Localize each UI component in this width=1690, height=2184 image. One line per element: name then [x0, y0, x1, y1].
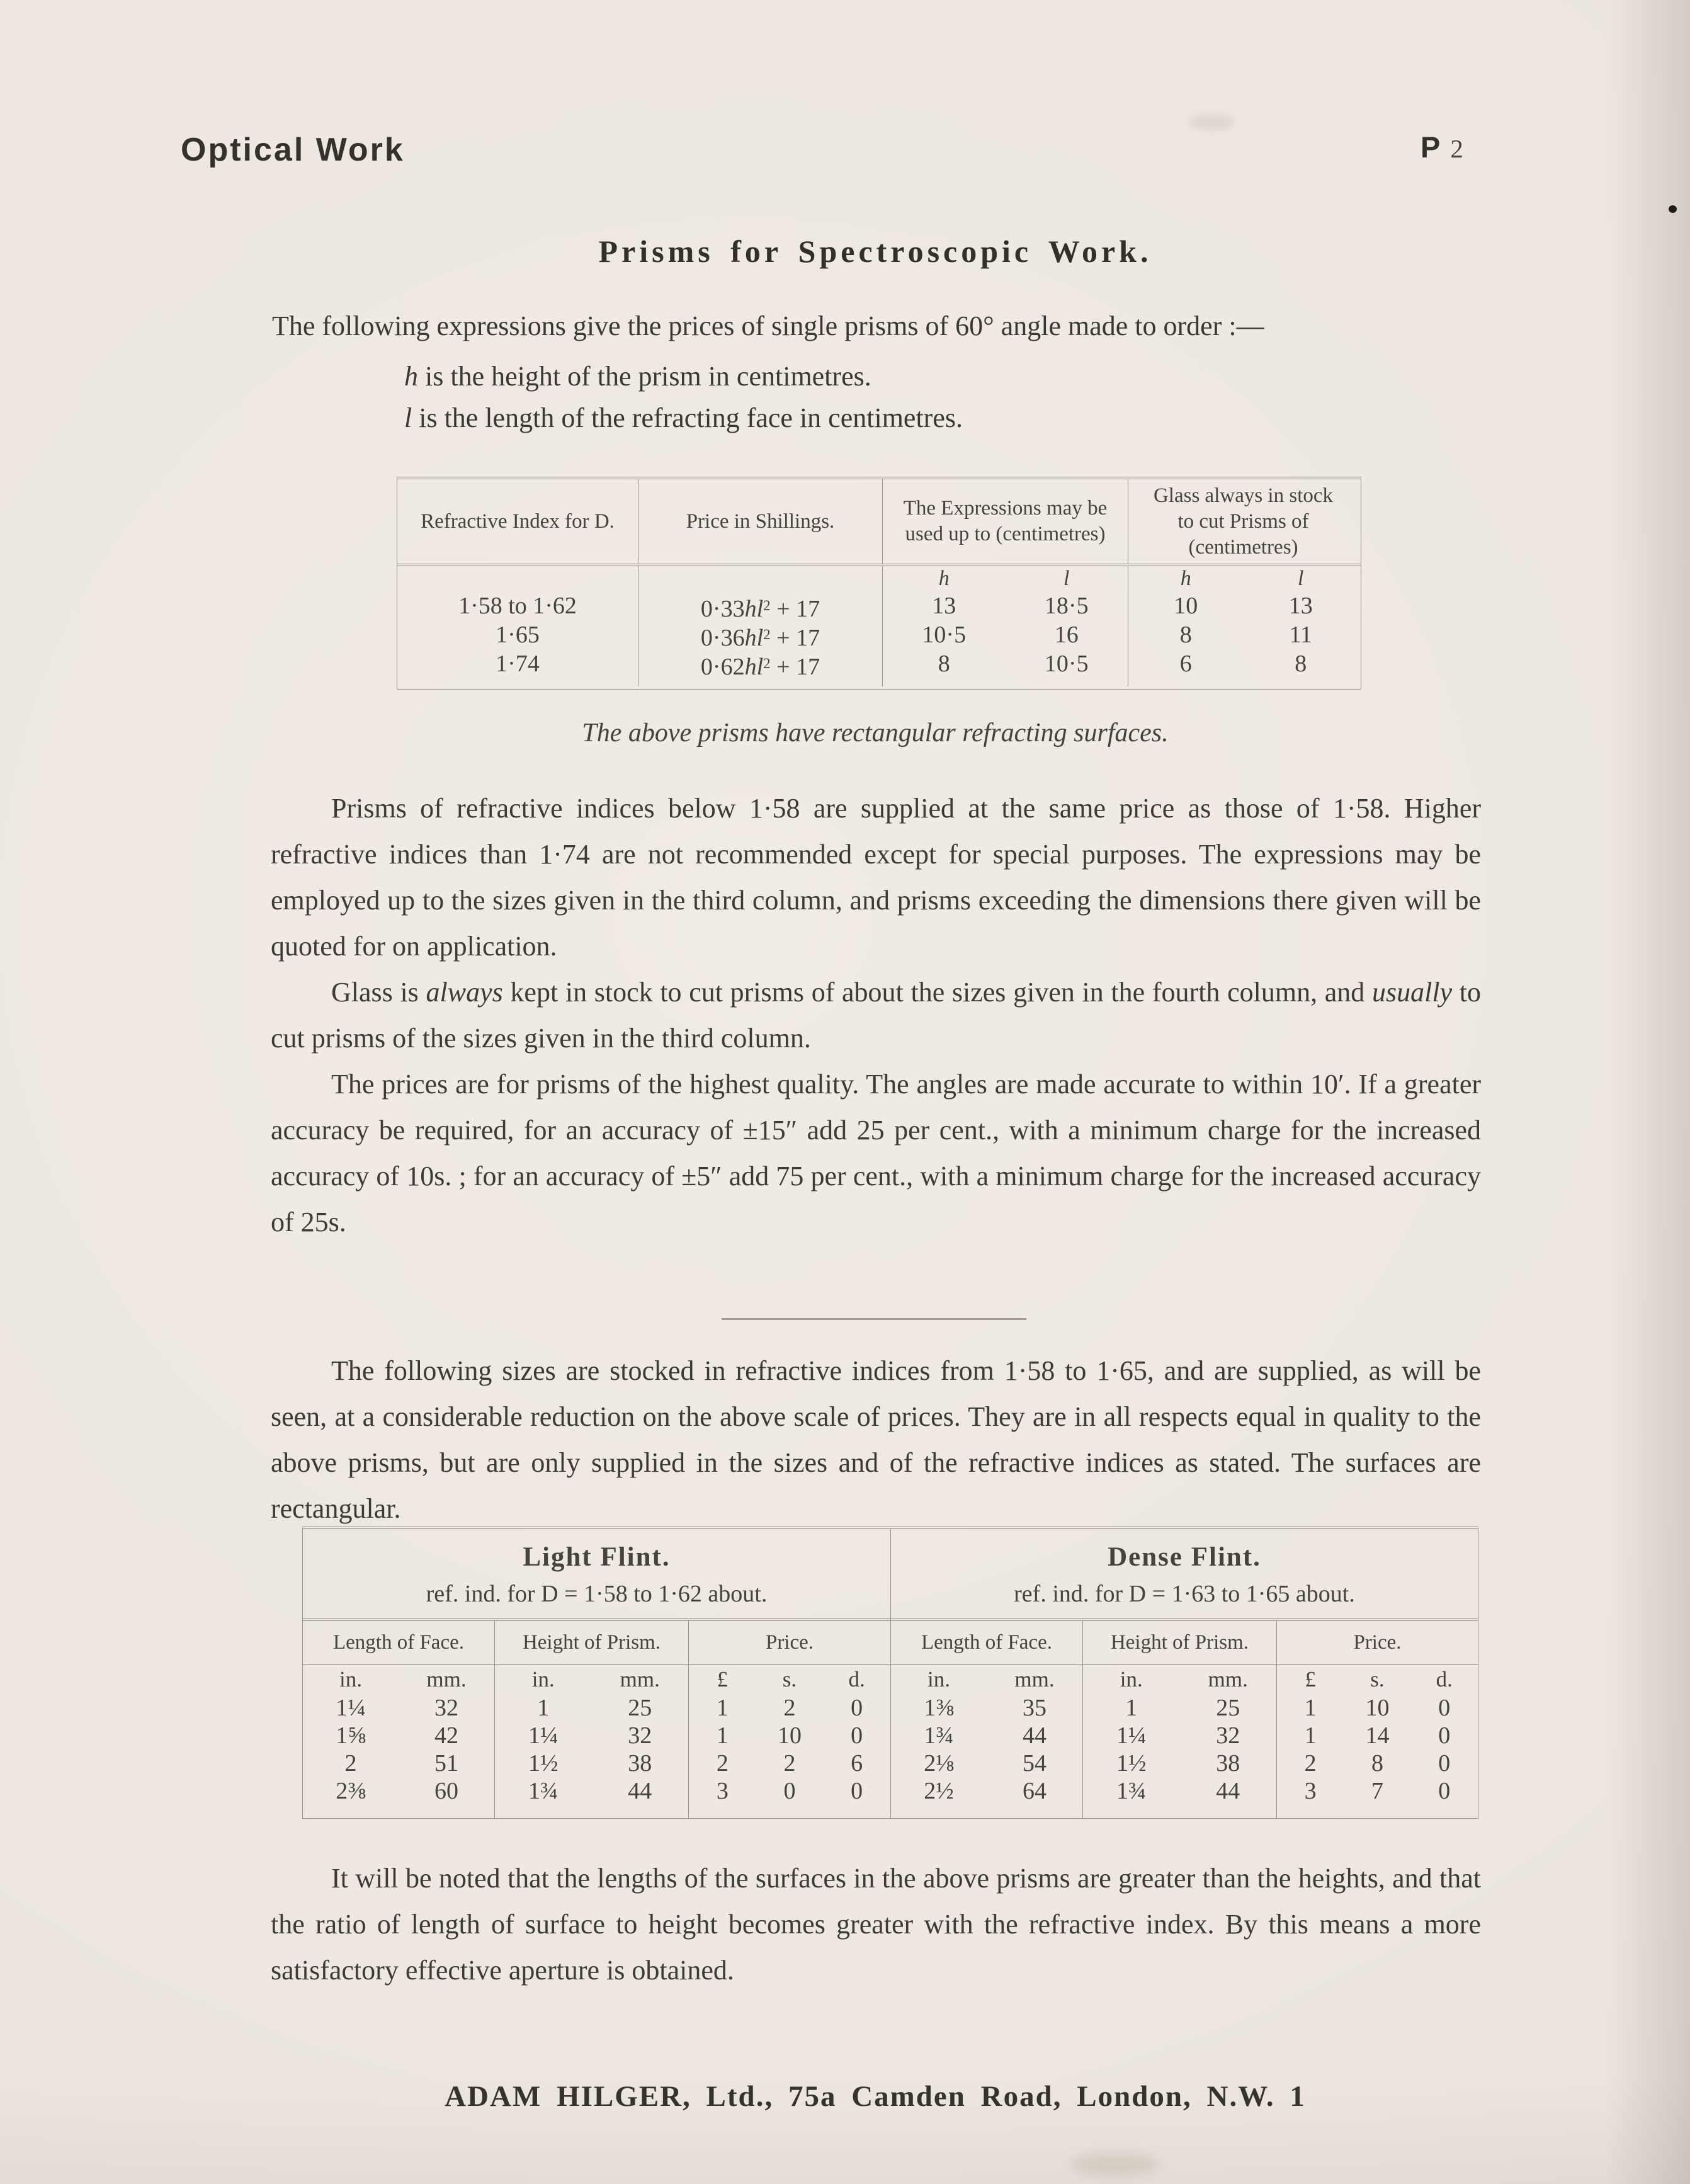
prism-price-table	[397, 477, 1361, 690]
light-flint-section	[303, 1529, 890, 1818]
scan-smudge	[1070, 2154, 1159, 2175]
column-expressions-limit	[882, 566, 1128, 686]
subheader-h-l	[1128, 566, 1358, 591]
column-height-of-prism	[1082, 1621, 1276, 1818]
stocked-sizes-table	[302, 1527, 1478, 1819]
units-row: in. mm.	[927, 1667, 1055, 1692]
ink-speck	[1669, 205, 1677, 213]
price-formula	[638, 620, 882, 649]
formula-coefficient: 0·36	[700, 625, 745, 651]
light-flint-header	[303, 1529, 890, 1621]
table-row: 2⅜ 60	[336, 1778, 458, 1804]
subheader-h-l	[883, 566, 1128, 591]
table-row: 1 14 0	[1304, 1722, 1451, 1749]
col-header: Length of Face.	[303, 1621, 494, 1665]
emphasis-always: always	[426, 977, 503, 1008]
table-row: 1¼ 32	[528, 1722, 652, 1749]
table-row: 2 8 0	[1304, 1750, 1451, 1777]
table-row: 1¾ 44	[1116, 1778, 1240, 1804]
definition-h-text: is the height of the prism in centimetres.	[418, 361, 871, 392]
definition-l	[404, 402, 963, 434]
col-header-glass-stock: Glass always in stock to cut Prisms of (centimetres)	[1128, 479, 1358, 564]
intro-paragraph: The following expressions give the prices of single prisms of 60° angle made to order :—	[272, 310, 1264, 341]
formula-variables: hl	[744, 625, 764, 651]
group-title: Light Flint.	[523, 1542, 671, 1572]
page-letter: P	[1421, 130, 1441, 164]
col-header: Height of Prism.	[1083, 1621, 1276, 1665]
group-subtitle: ref. ind. for D = 1·58 to 1·62 about.	[426, 1581, 768, 1607]
dense-flint-columns	[891, 1621, 1478, 1818]
page-title: Prisms for Spectroscopic Work.	[598, 234, 1152, 269]
formula-constant: + 17	[770, 625, 820, 651]
table-row-values: 8 11	[1179, 622, 1313, 648]
column-price	[1276, 1621, 1478, 1818]
formula-exponent: 2	[763, 656, 771, 671]
running-header: Optical Work	[181, 132, 405, 168]
formula-coefficient: 0·62	[700, 654, 745, 680]
formula-constant: + 17	[770, 596, 820, 622]
subheader-l: l	[1063, 567, 1070, 590]
units-row: in. mm.	[531, 1667, 660, 1692]
table-row: 1¼ 32	[336, 1695, 458, 1721]
publisher-imprint: ADAM HILGER, Ltd., 75a Camden Road, London, N.W. 1	[445, 2080, 1306, 2113]
price-formula	[638, 649, 882, 678]
units-row: £ s. d.	[1305, 1667, 1453, 1692]
table-row: 1¼ 32	[1116, 1722, 1240, 1749]
table-row: 3 7 0	[1304, 1778, 1451, 1804]
table-row: 1 25	[1125, 1695, 1240, 1721]
formula-exponent: 2	[763, 627, 771, 642]
col-header-expressions-limit: The Expressions may be used up to (centimetres)	[882, 479, 1128, 564]
dense-flint-section	[890, 1529, 1478, 1818]
table-row: 1⅝ 42	[336, 1722, 458, 1749]
paragraph-1: Prisms of refractive indices below 1·58 are supplied at the same price as those of 1·58. Higher refractive indices than 1·74 are not recommended except for special purposes. The expressions may be employed up to the sizes given in the third column, and prisms exceeding the dimensions there given will be quoted for on application.	[271, 793, 1481, 962]
page-digit: 2	[1450, 134, 1463, 163]
prism-price-table-header	[397, 479, 1361, 566]
column-refractive-index	[397, 566, 638, 686]
formula-constant: + 17	[770, 654, 820, 680]
table-row: 1 10 0	[1304, 1695, 1451, 1721]
table-caption: The above prisms have rectangular refracting surfaces.	[582, 719, 1169, 748]
units-row: £ s. d.	[717, 1667, 865, 1692]
variable-l: l	[404, 402, 412, 433]
table-row: 2½ 64	[924, 1778, 1046, 1804]
table-row: 1 2 0	[716, 1695, 863, 1721]
column-price	[688, 1621, 890, 1818]
column-glass-stock	[1128, 566, 1358, 686]
formula-exponent: 2	[763, 598, 771, 613]
table-row: 3 0 0	[716, 1778, 863, 1804]
col-header: Price.	[1277, 1621, 1478, 1665]
table-row: 1¾ 44	[528, 1778, 652, 1804]
light-flint-columns	[303, 1621, 890, 1818]
table-cell: 1·65	[496, 622, 540, 648]
paragraph-3: The prices are for prisms of the highest quality. The angles are made accurate to within 10′. If a greater accuracy be required, for an accuracy of ±15″ add 25 per cent., with a minimum charge for the increased accuracy of 10s. ; for an accuracy of ±5″ add 75 per cent., with a minimum charge for the increased accuracy of 25s.	[271, 1069, 1481, 1237]
col-header-refractive-index: Refractive Index for D.	[421, 509, 615, 533]
column-length-of-face	[891, 1621, 1082, 1818]
column-length-of-face	[303, 1621, 494, 1818]
scan-smudge	[1189, 113, 1235, 131]
table-row-values: 6 8	[1179, 651, 1307, 677]
paragraph-2: Glass is always kept in stock to cut prisms of about the sizes given in the fourth column, and usually to cut prisms of the sizes given in the third column.	[271, 977, 1482, 1054]
group-subtitle: ref. ind. for D = 1·63 to 1·65 about.	[1014, 1581, 1355, 1607]
table-row: 2 2 6	[716, 1750, 863, 1777]
table-row: 2 51	[344, 1750, 458, 1777]
page-number	[1421, 130, 1463, 164]
column-price-formula	[638, 566, 882, 686]
paragraph-5: It will be noted that the lengths of the surfaces in the above prisms are greater than the heights, and that the ratio of length of surface to height becomes greater with the refractive index. By this means a more satisfactory effective aperture is obtained.	[271, 1863, 1481, 1986]
table-row: 1 10 0	[716, 1722, 863, 1749]
units-row: in. mm.	[1120, 1667, 1248, 1692]
price-formula	[638, 591, 882, 620]
subheader-h: h	[938, 567, 950, 590]
closing-paragraph	[271, 1855, 1481, 1993]
column-height-of-prism	[494, 1621, 688, 1818]
col-header-price: Price in Shillings.	[638, 479, 882, 564]
formula-variables: hl	[744, 596, 764, 622]
table-row: 1⅜ 35	[924, 1695, 1046, 1721]
emphasis-usually: usually	[1371, 977, 1453, 1008]
table-row-values: 8 10·5	[938, 651, 1089, 677]
table-row-values: 10 13	[1174, 593, 1313, 619]
definition-h	[404, 360, 871, 392]
formula-variables: hl	[744, 654, 764, 680]
col-header: Height of Prism.	[495, 1621, 688, 1665]
col-header: Price.	[689, 1621, 890, 1665]
table-row: 1½ 38	[1116, 1750, 1240, 1777]
units-row: in. mm.	[339, 1667, 467, 1692]
table-row: 1 25	[537, 1695, 652, 1721]
table-row: 1½ 38	[528, 1750, 652, 1777]
definition-l-text: is the length of the refracting face in centimetres.	[412, 402, 963, 433]
table-row-values: 10·5 16	[922, 622, 1079, 648]
table-cell: 1·58 to 1·62	[458, 593, 577, 619]
prism-price-table-body	[397, 566, 1361, 686]
formula-coefficient: 0·33	[700, 596, 745, 622]
table-row: 2⅛ 54	[924, 1750, 1046, 1777]
table-row-values: 13 18·5	[932, 593, 1089, 619]
group-title: Dense Flint.	[1108, 1542, 1261, 1572]
section-divider-rule	[722, 1318, 1026, 1320]
paragraph-4: The following sizes are stocked in refractive indices from 1·58 to 1·65, and are supplied, as will be seen, at a considerable reduction on the above scale of prices. They are in all respects equal in quality to the above prisms, but are only supplied in the sizes and of the refractive indices as stated. The surfaces are rectangular.	[271, 1355, 1481, 1524]
col-header: Length of Face.	[891, 1621, 1082, 1665]
body-paragraphs	[271, 785, 1481, 1245]
subheader-h: h	[1180, 567, 1191, 590]
subheader-l: l	[1298, 567, 1304, 590]
dense-flint-header	[891, 1529, 1478, 1621]
stock-sizes-intro	[271, 1348, 1481, 1532]
variable-h: h	[404, 361, 418, 392]
table-cell: 1·74	[496, 651, 540, 677]
table-row: 1¾ 44	[924, 1722, 1046, 1749]
